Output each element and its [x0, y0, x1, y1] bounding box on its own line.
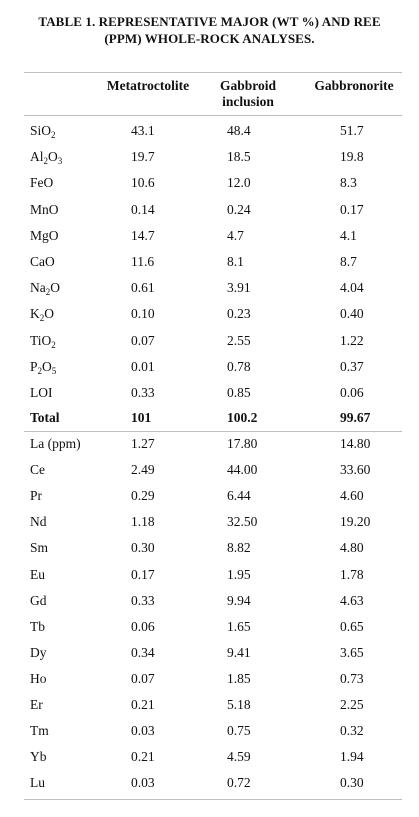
table-cell: 44.00 — [227, 462, 258, 478]
table-row — [0, 775, 419, 801]
table-cell: 19.7 — [131, 149, 155, 165]
table-row — [0, 333, 419, 359]
table-cell: 1.85 — [227, 670, 251, 686]
table-cell: 8.3 — [340, 175, 357, 191]
table-row — [0, 123, 419, 149]
table-cell: 1.78 — [340, 566, 364, 582]
table-row — [0, 723, 419, 749]
table-cell: 4.80 — [340, 540, 364, 556]
table-cell: 48.4 — [227, 123, 251, 138]
table-row — [0, 567, 419, 593]
table-cell: 0.03 — [131, 775, 155, 791]
oxide-label: TiO$_2$ — [30, 332, 56, 350]
element-label: Ho — [30, 670, 47, 686]
table-cell: 0.07 — [131, 332, 155, 348]
element-label: Gd — [30, 592, 47, 608]
table-title — [0, 14, 419, 47]
table-cell: 0.30 — [340, 775, 364, 791]
total-gabbroid: 100.2 — [227, 410, 258, 425]
table-cell: 0.30 — [131, 540, 155, 556]
table-row — [0, 385, 419, 411]
table-cell: 0.61 — [131, 280, 155, 296]
table-cell: 11.6 — [131, 254, 155, 269]
table-cell: 1.27 — [131, 436, 155, 451]
bottom-rule — [24, 799, 402, 800]
header-rule — [24, 115, 402, 116]
table-cell: 4.59 — [227, 749, 251, 765]
table-row — [0, 254, 419, 280]
table-title-line-2: (PPM) WHOLE-ROCK ANALYSES. — [104, 30, 315, 46]
table-cell: 0.85 — [227, 385, 251, 400]
oxide-label: $K_2O$ — [30, 306, 54, 324]
total-label: Total — [30, 410, 60, 425]
table-cell: 0.37 — [340, 358, 364, 374]
table-cell: 14.80 — [340, 436, 371, 451]
table-row — [0, 619, 419, 645]
column-header-gabbroid-inclusion: Gabbroid inclusion — [219, 78, 277, 109]
element-label: Lu — [30, 775, 45, 791]
table-cell: 0.23 — [227, 306, 251, 322]
table-cell: 1.18 — [131, 514, 155, 530]
table-cell: 0.24 — [227, 201, 251, 217]
element-label: Dy — [30, 644, 47, 660]
table-cell: 0.06 — [131, 618, 155, 634]
oxide-label: FeO — [30, 175, 54, 191]
table-cell: 8.82 — [227, 540, 251, 556]
table-row — [0, 671, 419, 697]
table-row — [0, 593, 419, 619]
table-cell: 12.0 — [227, 175, 251, 191]
table-cell: 3.65 — [340, 644, 364, 660]
element-label: Er — [30, 697, 43, 712]
table-cell: 1.94 — [340, 749, 364, 765]
element-label: Tm — [30, 723, 49, 739]
table-cell: 19.20 — [340, 514, 371, 530]
table-cell: 0.01 — [131, 358, 155, 374]
element-label: Yb — [30, 749, 47, 765]
table-cell: 1.22 — [340, 332, 364, 348]
table-row — [0, 202, 419, 228]
table-cell: 43.1 — [131, 123, 155, 138]
table-cell: 33.60 — [340, 462, 371, 478]
table-row — [0, 149, 419, 175]
table-row — [0, 228, 419, 254]
column-header-metatroctolite: Metatroctolite — [106, 78, 190, 93]
element-label: Ce — [30, 462, 45, 478]
oxide-label: CaO — [30, 254, 55, 269]
table-cell: 0.78 — [227, 358, 251, 374]
table-cell: 0.14 — [131, 201, 155, 217]
total-gabbronorite: 99.67 — [340, 410, 371, 425]
table-cell: 2.55 — [227, 332, 251, 348]
table-cell: 4.1 — [340, 227, 357, 243]
table-cell: 4.04 — [340, 280, 364, 296]
table-cell: 4.60 — [340, 488, 364, 504]
table-cell: 0.17 — [131, 566, 155, 582]
table-cell: 1.65 — [227, 618, 251, 634]
table-cell: 4.63 — [340, 592, 364, 608]
table-cell: 0.73 — [340, 670, 364, 686]
element-label: Nd — [30, 514, 47, 530]
table-cell: 8.1 — [227, 254, 244, 269]
element-label: Eu — [30, 566, 45, 582]
table-cell: 0.29 — [131, 488, 155, 504]
table-cell: 8.7 — [340, 254, 357, 269]
table-row — [0, 514, 419, 540]
table-cell: 2.49 — [131, 462, 155, 478]
total-rule — [24, 431, 402, 432]
table-row — [0, 306, 419, 332]
table-cell: 14.7 — [131, 227, 155, 243]
table-row — [0, 697, 419, 723]
table-cell: 0.33 — [131, 592, 155, 608]
table-cell: 0.75 — [227, 723, 251, 739]
total-row — [0, 410, 419, 436]
table-cell: 10.6 — [131, 175, 155, 191]
table-row — [0, 488, 419, 514]
table-cell: 9.94 — [227, 592, 251, 608]
table-cell: 2.25 — [340, 697, 364, 712]
oxide-label: LOI — [30, 385, 53, 400]
table-row — [0, 359, 419, 385]
table-cell: 5.18 — [227, 697, 251, 712]
table-title-line-1: TABLE 1. REPRESENTATIVE MAJOR (WT %) AND REE — [38, 14, 381, 29]
table-cell: 0.21 — [131, 749, 155, 765]
table-row — [0, 540, 419, 566]
table-cell: 32.50 — [227, 514, 258, 530]
table-cell: 0.65 — [340, 618, 364, 634]
table-cell: 3.91 — [227, 280, 251, 296]
table-cell: 19.8 — [340, 149, 364, 165]
oxide-label: $Na_2O$ — [30, 280, 60, 298]
table-cell: 9.41 — [227, 644, 251, 660]
table-cell: 17.80 — [227, 436, 258, 451]
element-label: Pr — [30, 488, 43, 504]
total-metatroctolite: 101 — [131, 410, 152, 425]
table-row — [0, 645, 419, 671]
oxide-label: $Al_2O_3$ — [30, 149, 63, 167]
table-cell: 0.34 — [131, 644, 155, 660]
element-label: La (ppm) — [30, 436, 81, 451]
table-cell: 0.03 — [131, 723, 155, 739]
table-cell: 0.21 — [131, 697, 155, 712]
table-cell: 0.72 — [227, 775, 251, 791]
oxide-label: MgO — [30, 227, 59, 243]
element-label: Sm — [30, 540, 49, 556]
table-cell: 4.7 — [227, 227, 244, 243]
table-cell: 0.07 — [131, 670, 155, 686]
table-cell: 0.32 — [340, 723, 364, 739]
table-cell: 0.17 — [340, 201, 364, 217]
table-row — [0, 175, 419, 201]
oxide-label: SiO$_2$ — [30, 123, 56, 140]
table-row — [0, 749, 419, 775]
table-row — [0, 436, 419, 462]
table-cell: 0.10 — [131, 306, 155, 322]
table-cell: 6.44 — [227, 488, 251, 504]
table-cell: 0.40 — [340, 306, 364, 322]
element-label: Tb — [30, 618, 45, 634]
table-row — [0, 462, 419, 488]
table-row — [0, 280, 419, 306]
top-rule — [24, 72, 402, 73]
oxide-label: MnO — [30, 201, 59, 217]
table-cell: 51.7 — [340, 123, 364, 138]
table-cell: 1.95 — [227, 566, 251, 582]
table-cell: 0.33 — [131, 385, 155, 400]
oxide-label: $P_2O_5$ — [30, 358, 57, 376]
column-header-gabbronorite: Gabbronorite — [314, 78, 394, 93]
table-cell: 18.5 — [227, 149, 251, 165]
table-cell: 0.06 — [340, 385, 364, 400]
